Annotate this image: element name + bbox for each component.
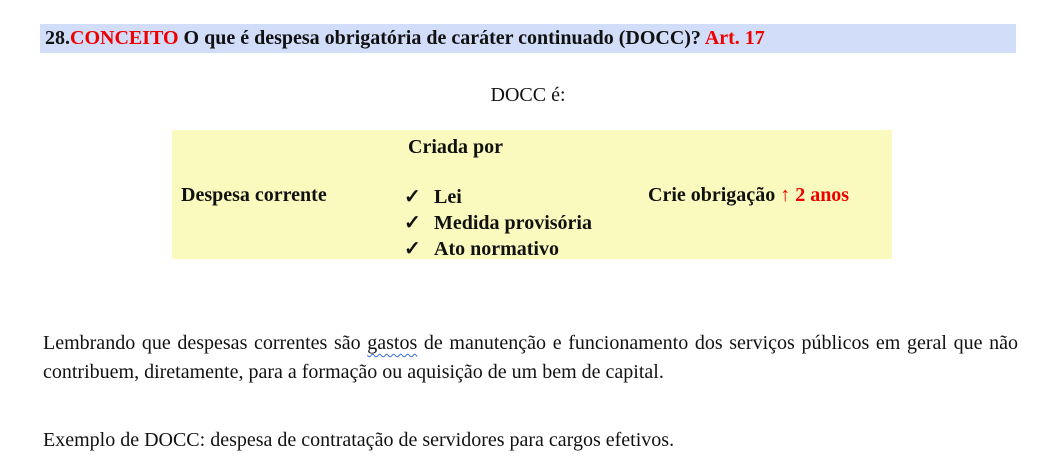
section-question: O que é despesa obrigatória de caráter continuado (DOCC)? xyxy=(178,27,705,49)
section-number: 28. xyxy=(45,27,70,49)
example-sentence: Exemplo de DOCC: despesa de contratação de servidores para cargos efetivos. xyxy=(43,429,675,451)
list-item xyxy=(404,184,592,210)
article-reference: Art. 17 xyxy=(704,27,765,49)
check-icon: ✓ xyxy=(404,212,421,234)
spellcheck-flagged-word: gastos xyxy=(367,332,418,354)
created-by-title: Criada por xyxy=(408,136,503,158)
expense-term: Despesa corrente xyxy=(181,184,327,206)
check-icon: ✓ xyxy=(404,238,421,260)
list-item xyxy=(404,210,592,236)
list-item-label: Medida provisória xyxy=(434,212,592,234)
paragraph-text-before: Lembrando que despesas correntes são xyxy=(43,332,368,354)
intro-label: DOCC é: xyxy=(490,84,566,106)
obligation-duration: ↑ 2 anos xyxy=(780,184,850,206)
list-item-label: Ato normativo xyxy=(434,238,559,260)
obligation-label: Crie obrigação xyxy=(648,184,781,206)
concept-box xyxy=(172,130,892,259)
obligation-note xyxy=(648,184,849,207)
paragraph-text-after: de manutenção e funcionamento dos serviços públicos em geral que não contribuem, diretamente, para a formação ou aquisição de um bem de capital. xyxy=(43,332,1018,383)
section-keyword: CONCEITO xyxy=(70,27,179,49)
list-item xyxy=(404,236,592,262)
section-heading xyxy=(40,24,1016,53)
list-item-label: Lei xyxy=(434,186,462,208)
explanation-paragraph xyxy=(43,329,1018,387)
created-by-list xyxy=(404,184,592,262)
check-icon: ✓ xyxy=(404,186,421,208)
